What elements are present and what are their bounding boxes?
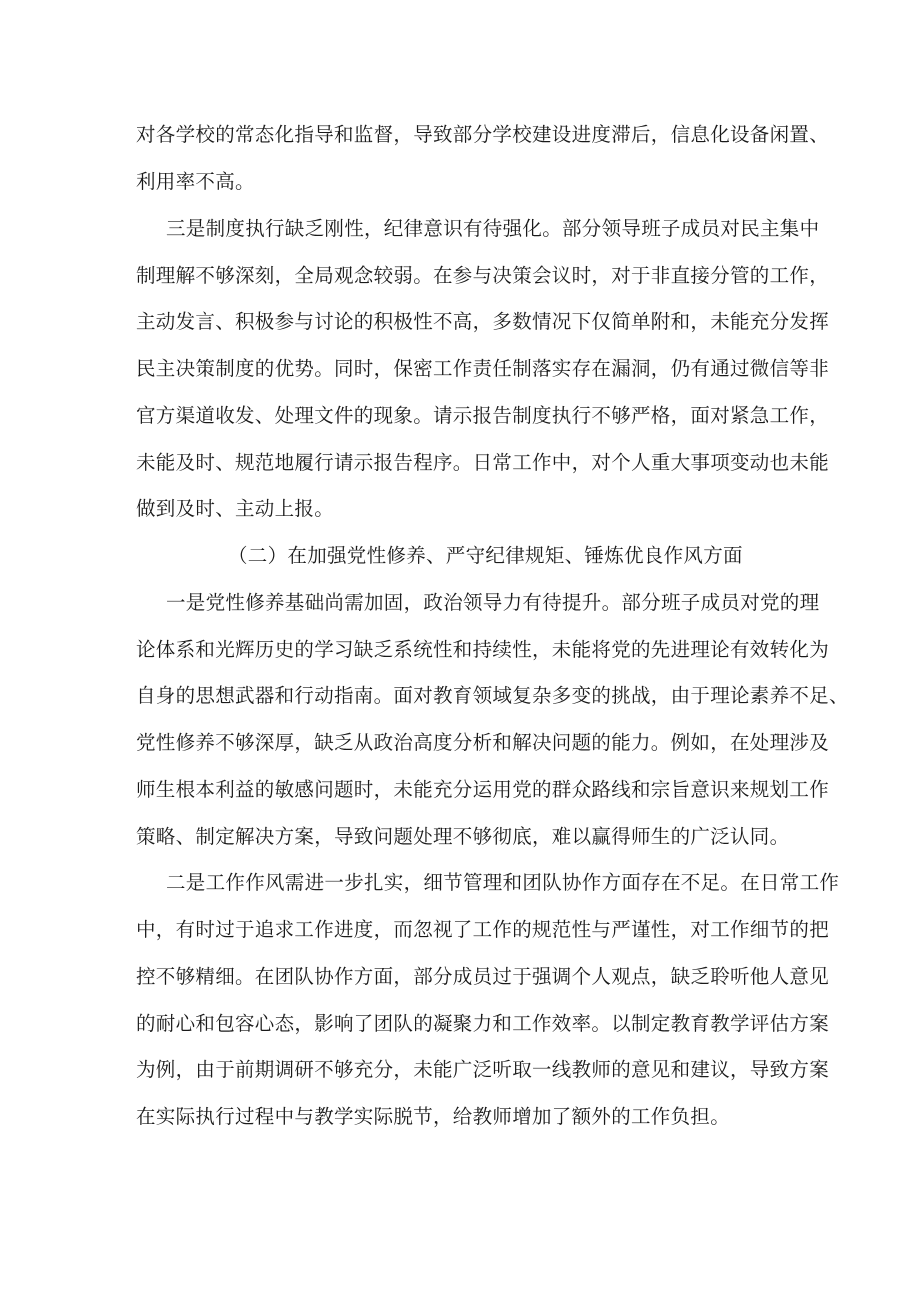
paragraph-line: 党性修养不够深厚，缺乏从政治高度分析和解决问题的能力。例如，在处理涉及 <box>136 731 830 754</box>
paragraph-line: 一是党性修养基础尚需加固，政治领导力有待提升。部分班子成员对党的理 <box>166 591 820 614</box>
paragraph-line: 控不够精细。在团队协作方面，部分成员过于强调个人观点，缺乏聆听他人意见 <box>136 965 830 988</box>
paragraph-line: 策略、制定解决方案，导致问题处理不够彻底，难以赢得师生的广泛认同。 <box>136 825 790 848</box>
paragraph-line: 未能及时、规范地履行请示报告程序。日常工作中，对个人重大事项变动也未能 <box>136 451 830 474</box>
paragraph-line: 主动发言、积极参与讨论的积极性不高，多数情况下仅简单附和，未能充分发挥 <box>136 310 830 333</box>
paragraph-line: 论体系和光辉历史的学习缺乏系统性和持续性，未能将党的先进理论有效转化为 <box>136 638 830 661</box>
section-heading: （二）在加强党性修养、严守纪律规矩、锤炼优良作风方面 <box>228 544 743 567</box>
paragraph-line: 中，有时过于追求工作进度，而忽视了工作的规范性与严谨性，对工作细节的把 <box>136 918 830 941</box>
paragraph-line: 官方渠道收发、处理文件的现象。请示报告制度执行不够严格，面对紧急工作， <box>136 404 830 427</box>
paragraph-line: 对各学校的常态化指导和监督，导致部分学校建设进度滞后，信息化设备闲置、 <box>136 123 830 146</box>
paragraph-line: 制理解不够深刻，全局观念较弱。在参与决策会议时，对于非直接分管的工作， <box>136 264 830 287</box>
paragraph-line: 三是制度执行缺乏刚性，纪律意识有待强化。部分领导班子成员对民主集中 <box>166 217 820 240</box>
paragraph-line: 自身的思想武器和行动指南。面对教育领域复杂多变的挑战，由于理论素养不足、 <box>136 684 849 707</box>
paragraph-line: 做到及时、主动上报。 <box>136 497 335 520</box>
paragraph-line: 师生根本利益的敏感问题时，未能充分运用党的群众路线和宗旨意识来规划工作 <box>136 778 830 801</box>
paragraph-line: 利用率不高。 <box>136 170 255 193</box>
paragraph-line: 在实际执行过程中与教学实际脱节，给教师增加了额外的工作负担。 <box>136 1105 731 1128</box>
paragraph-line: 的耐心和包容心态，影响了团队的凝聚力和工作效率。以制定教育教学评估方案 <box>136 1012 830 1035</box>
paragraph-line: 民主决策制度的优势。同时，保密工作责任制落实存在漏洞，仍有通过微信等非 <box>136 357 830 380</box>
paragraph-line: 为例，由于前期调研不够充分，未能广泛听取一线教师的意见和建议，导致方案 <box>136 1058 830 1081</box>
paragraph-line: 二是工作作风需进一步扎实，细节管理和团队协作方面存在不足。在日常工作 <box>166 871 840 894</box>
